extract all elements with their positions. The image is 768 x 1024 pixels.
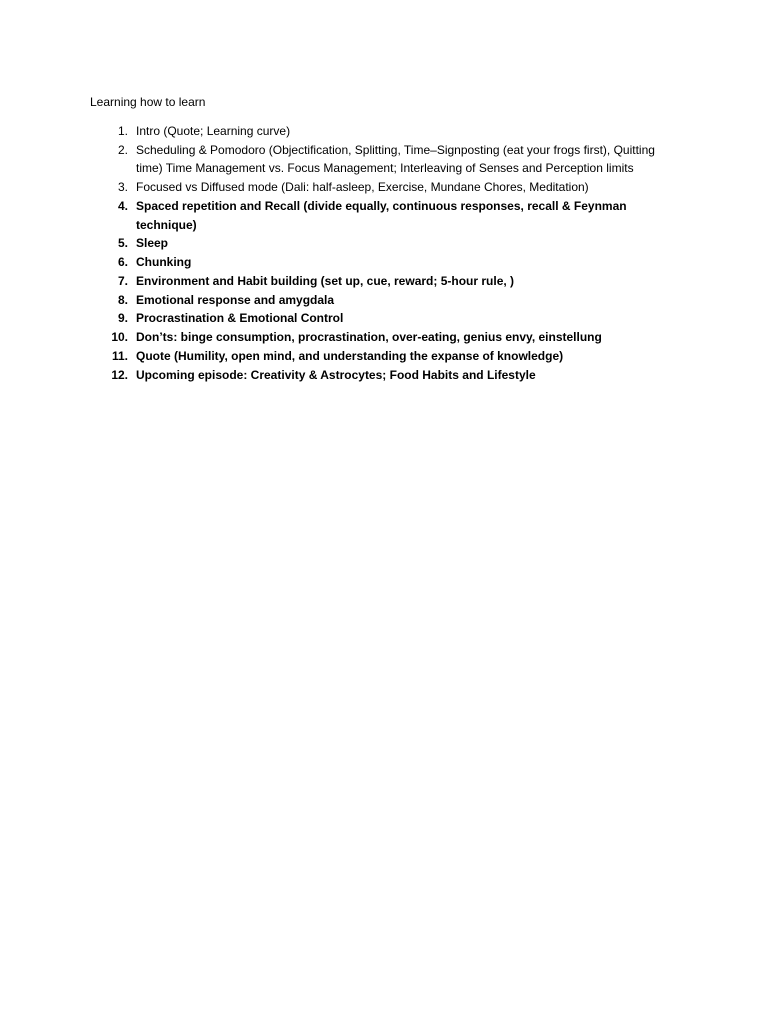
list-item-number: 2. <box>117 142 128 157</box>
list-item-text: Environment and Habit building (set up, cue, reward; 5-hour rule, ) <box>136 273 515 288</box>
list-item-number: 11. <box>111 349 128 363</box>
list-item-text: Don’ts: binge consumption, procrastination, over-eating, genius envy, einstellung <box>136 330 602 345</box>
list-item-text: Spaced repetition and Recall (divide equally, continuous responses, recall & Feynman technique) <box>136 198 627 232</box>
document-title: Learning how to learn <box>90 95 206 109</box>
list-item <box>0 347 678 366</box>
numbered-outline <box>0 122 768 385</box>
list-item-text: Quote (Humility, open mind, and understanding the expanse of knowledge) <box>136 349 564 363</box>
list-item-text: Emotional response and amygdala <box>136 292 335 307</box>
list-item-number: 1. <box>117 124 128 138</box>
list-item-number: 9. <box>117 311 128 326</box>
list-item-number: 7. <box>117 273 128 288</box>
list-item <box>0 197 678 234</box>
list-item <box>0 178 678 197</box>
list-item-text: Sleep <box>136 236 169 251</box>
list-item <box>0 309 678 328</box>
list-item-number: 3. <box>117 180 128 195</box>
list-item-number: 6. <box>117 255 128 270</box>
list-item-text: Procrastination & Emotional Control <box>136 311 344 326</box>
list-item-text: Chunking <box>136 255 192 270</box>
list-item <box>0 291 678 310</box>
list-item-number: 8. <box>117 292 128 307</box>
list-item-text: Upcoming episode: Creativity & Astrocytes; Food Habits and Lifestyle <box>136 367 536 382</box>
list-item <box>0 141 678 178</box>
list-item-text: Focused vs Diffused mode (Dali: half-asleep, Exercise, Mundane Chores, Meditation) <box>136 180 589 195</box>
list-item-text: Intro (Quote; Learning curve) <box>136 124 291 138</box>
list-item-text: Scheduling & Pomodoro (Objectification, Splitting, Time–Signposting (eat your frogs first), Quitting time) Time Management vs. Focus Management; Interleaving of Senses and Perception limits <box>136 142 655 176</box>
list-item-number: 12. <box>111 367 128 382</box>
list-item <box>0 253 678 272</box>
list-item <box>0 328 678 347</box>
list-item <box>0 272 678 291</box>
list-item <box>0 122 678 141</box>
list-item <box>0 234 678 253</box>
list-item-number: 4. <box>117 198 128 213</box>
list-item-number: 10. <box>111 330 128 345</box>
list-item-number: 5. <box>117 236 128 251</box>
list-item <box>0 366 678 385</box>
